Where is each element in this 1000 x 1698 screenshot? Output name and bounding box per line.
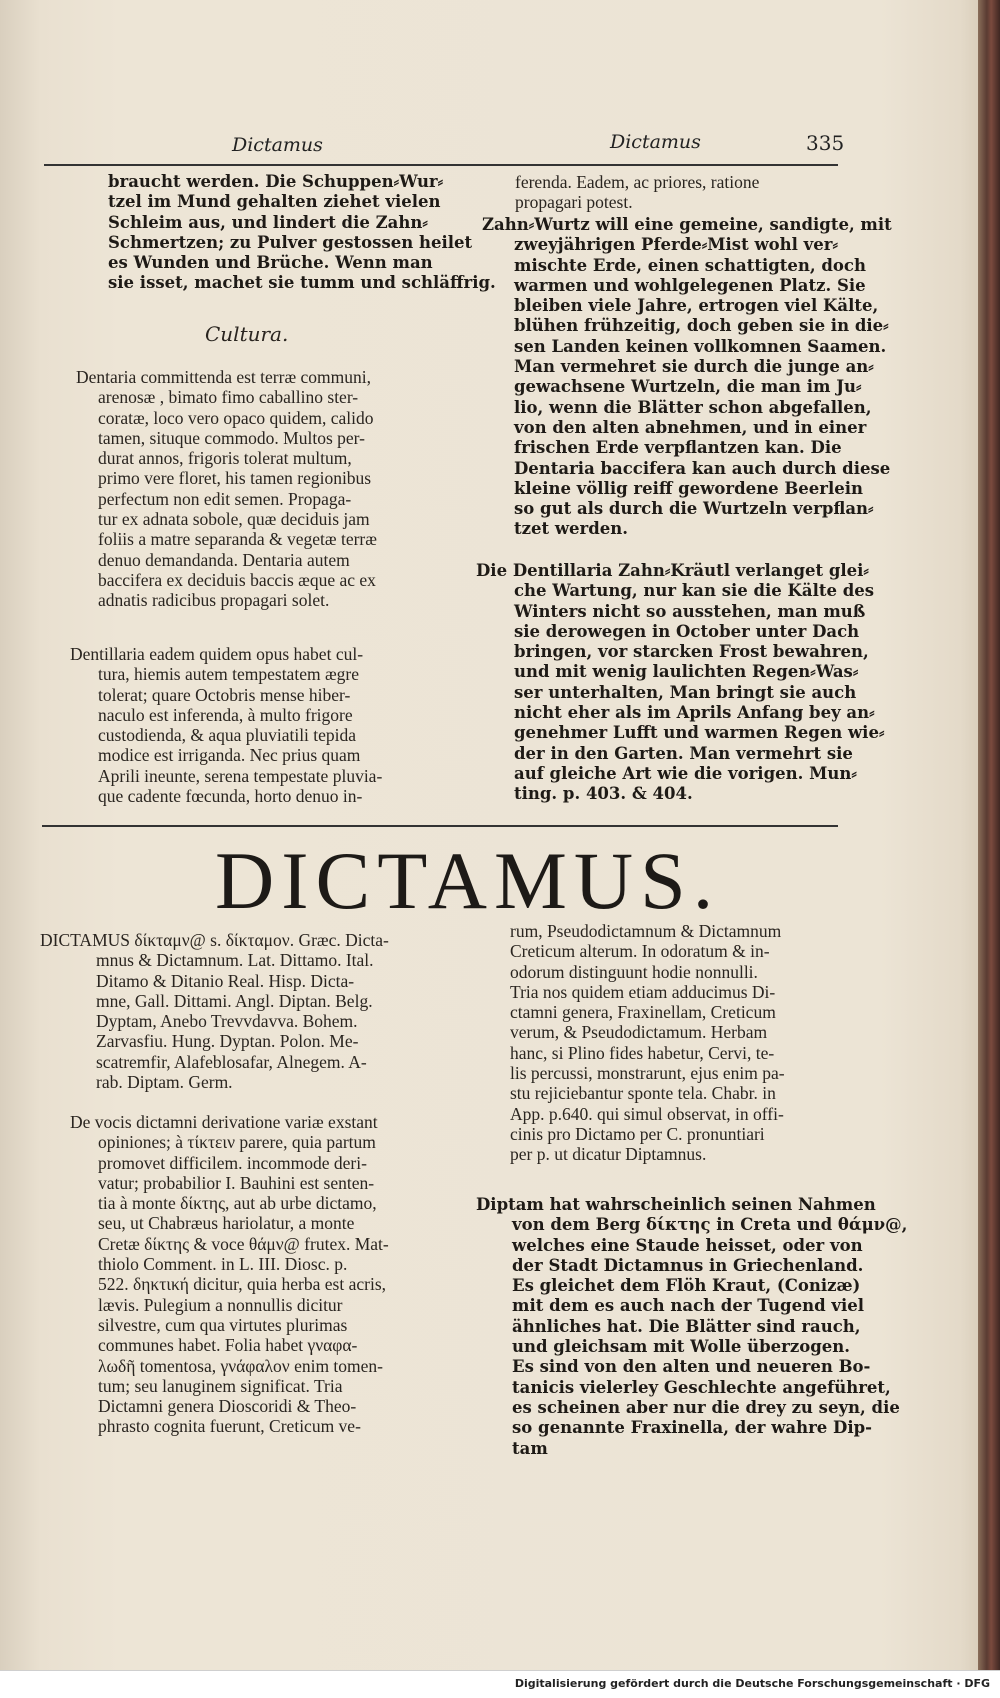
text-line: frischen Erde verpflantzen kan. Die	[514, 438, 842, 458]
text-line: Zarvasfiu. Hung. Dyptan. Polon. Me-	[96, 1031, 359, 1052]
text-line: stu rejiciebantur sponte tela. Chabr. in	[510, 1083, 776, 1104]
text-line: warmen und wohlgelegenen Platz. Sie	[514, 275, 866, 295]
top-left-continuation	[108, 172, 496, 294]
text-line: mischte Erde, einen schattigten, doch	[514, 255, 866, 275]
text-line: Zahn⸗Wurtz will eine gemeine, sandigte, mit	[482, 215, 892, 234]
text-line: mnus & Dictamnum. Lat. Dittamo. Ital.	[96, 950, 374, 971]
text-line: que cadente fœcunda, horto denuo in-	[98, 786, 363, 807]
text-line: und gleichsam mit Wolle überzogen.	[512, 1337, 851, 1357]
text-line: so gut als durch die Wurtzeln verpflan⸗	[514, 499, 874, 519]
text-line: Es sind von den alten und neueren Bo-	[512, 1357, 871, 1377]
text-line: Tria nos quidem etiam adducimus Di-	[510, 981, 776, 1002]
running-title-center: Dictamus	[610, 131, 701, 153]
text-line: zweyjährigen Pferde⸗Mist wohl ver⸗	[514, 235, 838, 255]
text-line: lio, wenn die Blätter schon abgefallen,	[514, 397, 872, 417]
text-line: scatremfir, Alafeblosafar, Alnegem. A-	[96, 1051, 367, 1072]
text-line: tzet werden.	[514, 519, 629, 539]
entry-title: DICTAMUS.	[215, 835, 721, 926]
text-line: per p. ut dicatur Diptamnus.	[510, 1144, 707, 1165]
text-line: cinis pro Dictamo per C. pronuntiari	[510, 1123, 765, 1144]
text-line: modice est irriganda. Nec prius quam	[98, 745, 361, 766]
text-line: lævis. Pulegium a nonnullis dicitur	[98, 1294, 343, 1315]
text-line: tia à monte δίκτης, aut ab urbe dictamo,	[98, 1193, 377, 1214]
text-line: gewachsene Wurtzeln, die man im Ju⸗	[514, 377, 862, 397]
paragraph-dentaria	[76, 367, 448, 611]
text-line: Dentaria committenda est terræ communi,	[76, 367, 371, 387]
text-line: es Wunden und Brüche. Wenn man	[108, 253, 433, 273]
text-line: thiolo Comment. in L. III. Diosc. p.	[98, 1254, 348, 1275]
text-line: seu, ut Chabræus hariolatur, a monte	[98, 1213, 355, 1234]
text-line: tanicis vielerley Geschlechte angeführet,	[512, 1377, 891, 1397]
top-right-continuation	[515, 172, 840, 213]
paragraph-names	[40, 930, 432, 1092]
text-line: tolerat; quare Octobris mense hiber-	[98, 684, 351, 705]
text-line: mne, Gall. Dittami. Angl. Diptan. Belg.	[96, 990, 373, 1011]
text-line: naculo est inferenda, à multo frigore	[98, 704, 353, 725]
text-line: und mit wenig laulichten Regen⸗Was⸗	[514, 662, 859, 682]
text-line: ähnliches hat. Die Blätter sind rauch,	[512, 1316, 861, 1336]
text-line: bleiben viele Jahre, ertrogen viel Kälte,	[514, 296, 879, 316]
text-line: primo vere floret, his tamen regionibus	[98, 468, 372, 489]
text-line: 522. δηκτική dicitur, quia herba est acris,	[98, 1274, 386, 1295]
text-line: tura, hiemis autem tempestatem ægre	[98, 664, 359, 685]
text-line: foliis a matre separanda & vegetæ terræ	[98, 529, 377, 550]
text-line: Dictamni genera Dioscoridi & Theo-	[98, 1396, 357, 1417]
text-line: ser unterhalten, Man bringt sie auch	[514, 682, 857, 702]
text-line: von dem Berg δίκτης in Creta und θάμν@,	[512, 1215, 908, 1235]
text-line: Schleim aus, und lindert die Zahn⸗	[108, 212, 428, 232]
text-line: der Stadt Dictamnus in Griechenland.	[512, 1255, 864, 1275]
text-line: De vocis dictamni derivatione variæ exstant	[70, 1112, 378, 1132]
digitization-footer	[0, 1670, 1000, 1698]
text-line: mit dem es auch nach der Tugend viel	[512, 1296, 864, 1316]
paragraph-derivation	[70, 1112, 432, 1437]
paragraph-dentillaria-german	[476, 561, 885, 805]
text-line: sie derowegen in October unter Dach	[514, 621, 860, 641]
text-line: Creticum alterum. In odoratum & in-	[510, 941, 770, 962]
text-line: λωδῆ tomentosa, γνάφαλον enim tomen-	[98, 1355, 383, 1376]
text-line: baccifera ex deciduis baccis æque ac ex	[98, 569, 376, 590]
text-line: phrasto cognita fuerunt, Creticum ve-	[98, 1416, 361, 1437]
text-line: propagari potest.	[515, 192, 633, 213]
text-line: kleine völlig reiff gewordene Beerlein	[514, 478, 864, 498]
text-line: adnatis radicibus propagari solet.	[98, 590, 330, 611]
text-line: lis percussi, monstrarunt, ejus enim pa-	[510, 1063, 785, 1084]
text-line: vatur; probabilior I. Bauhini est senten-	[98, 1172, 375, 1193]
text-line: Die Dentillaria Zahn⸗Kräutl verlanget glei⸗	[476, 561, 869, 580]
text-line: che Wartung, nur kan sie die Kälte des	[514, 581, 875, 601]
text-line: opiniones; à τίκτειν parere, quia partum	[98, 1132, 376, 1153]
text-line: tur ex adnata sobole, quæ deciduis jam	[98, 509, 370, 530]
paragraph-latin-continuation	[510, 921, 838, 1165]
text-line: nicht eher als im Aprils Anfang bey an⸗	[514, 703, 875, 723]
text-line: promovet difficilem. incommode deri-	[98, 1152, 367, 1173]
text-line: Man vermehret sie durch die junge an⸗	[514, 357, 874, 377]
text-line: bringen, vor starcken Frost bewahren,	[514, 642, 869, 662]
text-line: braucht werden. Die Schuppen⸗Wur⸗	[108, 172, 444, 191]
text-line: tzel im Mund gehalten ziehet vielen	[108, 192, 441, 212]
text-line: so genannte Fraxinella, der wahre Dip-	[512, 1418, 873, 1438]
text-line: coratæ, loco vero opaco quidem, calido	[98, 407, 374, 428]
text-line: silvestre, cum qua virtutes plurimas	[98, 1314, 348, 1335]
text-line: blühen frühzeitig, doch geben sie in die⸗	[514, 316, 889, 336]
text-line: sen Landen keinen vollkomnen Saamen.	[514, 336, 887, 356]
paragraph-diptam	[476, 1195, 908, 1459]
text-line: hanc, si Plino fides habetur, Cervi, te-	[510, 1042, 775, 1063]
text-line: ctamni genera, Fraxinellam, Creticum	[510, 1002, 776, 1023]
text-line: welches eine Staude heisset, oder von	[512, 1235, 863, 1255]
text-line: rab. Diptam. Germ.	[96, 1072, 233, 1093]
footer-credit: Digitalisierung gefördert durch die Deutsche Forschungsgemeinschaft · DFG	[514, 1677, 990, 1690]
text-line: durat annos, frigoris tolerat multum,	[98, 448, 352, 469]
text-line: sie isset, machet sie tumm und schläffrig.	[108, 273, 496, 293]
running-title-left: Dictamus	[232, 134, 323, 156]
text-line: ting. p. 403. & 404.	[514, 784, 693, 804]
header-rule	[44, 164, 838, 166]
book-edge	[978, 0, 1000, 1670]
text-line: genehmer Lufft und warmen Regen wie⸗	[514, 723, 885, 743]
text-line: DICTAMUS δίκταμν@ s. δίκταμον. Græc. Dicta-	[40, 930, 389, 950]
text-line: custodienda, & aqua pluviatili tepida	[98, 725, 357, 746]
text-line: denuo demandanda. Dentaria autem	[98, 549, 350, 570]
text-line: Dyptam, Anebo Trevvdavva. Bohem.	[96, 1011, 358, 1032]
text-line: ferenda. Eadem, ac priores, ratione	[515, 172, 760, 192]
text-line: App. p.640. qui simul observat, in offi-	[510, 1103, 784, 1124]
text-line: der in den Garten. Man vermehrt sie	[514, 743, 853, 763]
text-line: auf gleiche Art wie die vorigen. Mun⸗	[514, 763, 857, 783]
text-line: tamen, situque commodo. Multos per-	[98, 427, 365, 448]
text-line: Cretæ δίκτης & voce θάμν@ frutex. Mat-	[98, 1233, 389, 1254]
text-line: verum, & Pseudodictamum. Herbam	[510, 1022, 768, 1043]
text-line: odorum distinguunt hodie nonnulli.	[510, 961, 758, 982]
section-heading-cultura: Cultura.	[205, 322, 289, 346]
text-line: communes habet. Folia habet γναφα-	[98, 1335, 358, 1356]
text-line: es scheinen aber nur die drey zu seyn, die	[512, 1397, 900, 1417]
text-line: arenosæ , bimato fimo caballino ster-	[98, 387, 359, 408]
section-rule	[42, 825, 838, 827]
page-number: 335	[806, 131, 845, 155]
text-line: perfectum non edit semen. Propaga-	[98, 488, 352, 509]
text-line: Dentillaria eadem quidem opus habet cul-	[70, 644, 364, 664]
text-line: von den alten abnehmen, und in einer	[514, 417, 867, 437]
text-line: tum; seu lanuginem significat. Tria	[98, 1375, 343, 1396]
text-line: Aprili ineunte, serena tempestate pluvia-	[98, 765, 383, 786]
text-line: Dentaria baccifera kan auch durch diese	[514, 458, 891, 478]
paragraph-dentillaria	[70, 644, 448, 806]
text-line: rum, Pseudodictamnum & Dictamnum	[510, 921, 782, 941]
paragraph-zahnwurtz	[482, 215, 892, 540]
text-line: tam	[512, 1438, 548, 1458]
text-line: Schmertzen; zu Pulver gestossen heilet	[108, 232, 473, 252]
text-line: Winters nicht so ausstehen, man muß	[514, 601, 866, 621]
text-line: Es gleichet dem Flöh Kraut, (Conizæ)	[512, 1276, 861, 1296]
text-line: Ditamo & Ditanio Real. Hisp. Dicta-	[96, 970, 355, 991]
text-line: Diptam hat wahrscheinlich seinen Nahmen	[476, 1195, 876, 1214]
